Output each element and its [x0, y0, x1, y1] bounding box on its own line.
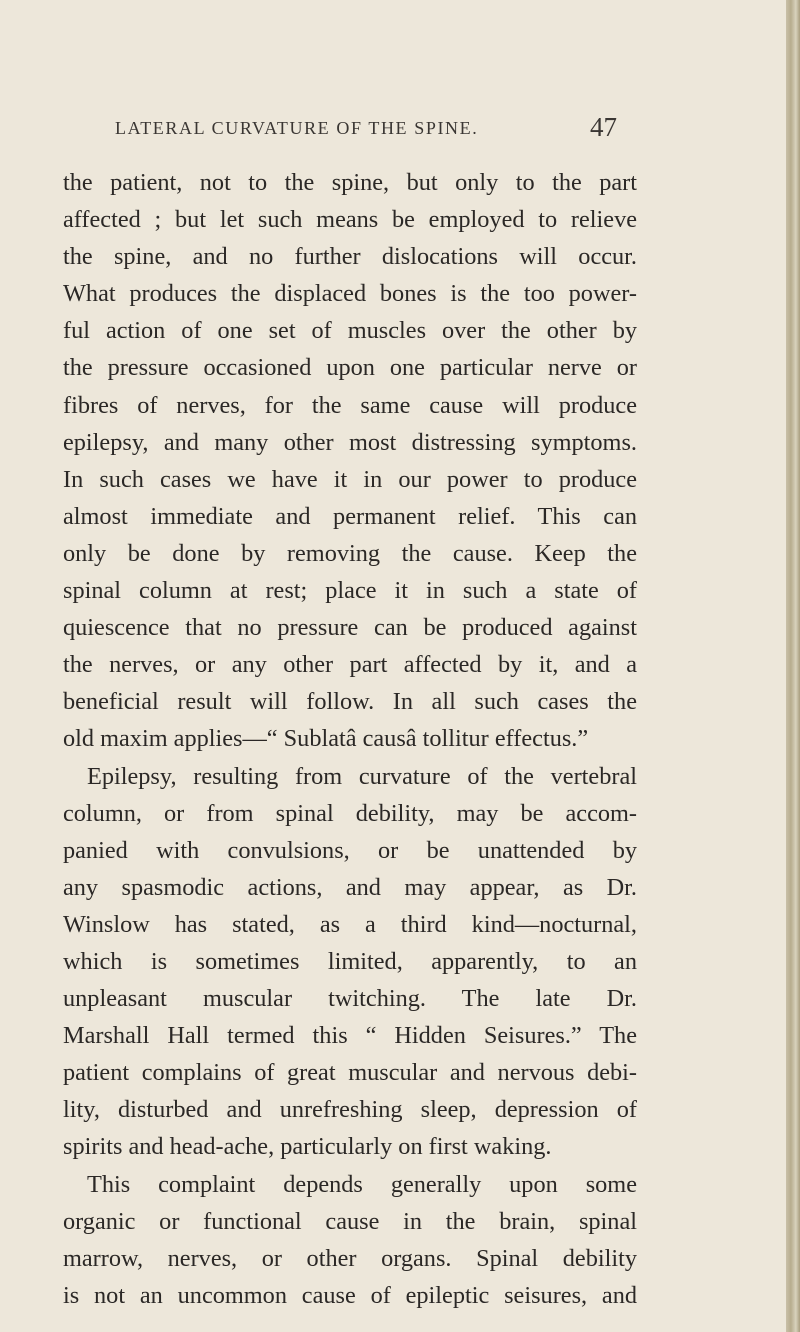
text-line: patient complains of great muscular and nervous debi- [63, 1059, 637, 1087]
text-line: What produces the displaced bones is the too power- [63, 280, 637, 308]
text-line: Marshall Hall termed this “ Hidden Seisures.” The [63, 1022, 637, 1050]
text-line: lity, disturbed and unrefreshing sleep, depression of [63, 1096, 637, 1124]
text-line: epilepsy, and many other most distressing symptoms. [63, 428, 637, 456]
text-line: beneficial result will follow. In all such cases the [63, 688, 637, 716]
text-line: is not an uncommon cause of epileptic seisures, and [63, 1281, 637, 1309]
text-line: affected ; but let such means be employed to relieve [63, 206, 637, 234]
text-line: the patient, not to the spine, but only to the part [63, 169, 637, 196]
text-line: the nerves, or any other part affected by it, and a [63, 651, 637, 679]
text-line: marrow, nerves, or other organs. Spinal debility [63, 1244, 637, 1272]
text-line: spinal column at rest; place it in such a state of [63, 577, 637, 605]
text-line: ful action of one set of muscles over the other by [63, 317, 637, 345]
text-line: column, or from spinal debility, may be accom- [63, 799, 637, 827]
text-line: panied with convulsions, or be unattended by [63, 836, 637, 864]
text-line: almost immediate and permanent relief. This can [63, 502, 637, 530]
page-edge [786, 0, 800, 1332]
text-line: Winslow has stated, as a third kind—nocturnal, [63, 910, 637, 938]
text-line: quiescence that no pressure can be produced against [63, 614, 637, 642]
body-text [63, 164, 637, 1314]
text-line: fibres of nerves, for the same cause will produce [63, 391, 637, 419]
text-line: spirits and head-ache, particularly on first waking. [63, 1133, 552, 1161]
text-line: the pressure occasioned upon one particular nerve or [63, 354, 637, 382]
page-number: 47 [590, 112, 617, 142]
text-line: In such cases we have it in our power to produce [63, 465, 637, 493]
text-line: which is sometimes limited, apparently, to an [63, 947, 637, 975]
text-line: organic or functional cause in the brain, spinal [63, 1207, 637, 1235]
text-line: This complaint depends generally upon some [87, 1170, 637, 1198]
running-head: LATERAL CURVATURE OF THE SPINE. [115, 118, 479, 138]
text-line: the spine, and no further dislocations will occur. [63, 243, 637, 271]
page-header [0, 112, 786, 146]
text-line: unpleasant muscular twitching. The late Dr. [63, 985, 637, 1013]
text-line: Epilepsy, resulting from curvature of the vertebral [87, 762, 637, 790]
text-line: only be done by removing the cause. Keep the [63, 539, 637, 567]
text-line: any spasmodic actions, and may appear, as Dr. [63, 873, 637, 901]
text-line: old maxim applies—“ Sublatâ causâ tollitur effectus.” [63, 725, 589, 753]
